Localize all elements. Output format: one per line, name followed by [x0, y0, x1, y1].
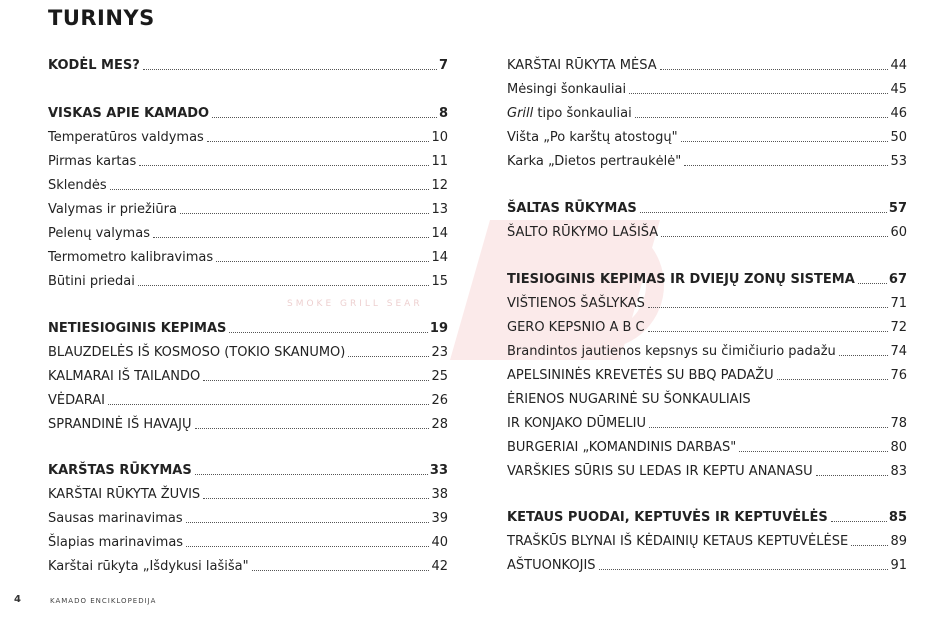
toc-entry: [48, 148, 448, 170]
toc-entry: [48, 363, 448, 385]
dot-leader: [599, 569, 889, 570]
toc-entry-title: IR KONJAKO DŪMELIU: [507, 416, 646, 431]
dot-leader: [139, 165, 429, 166]
toc-entry: [507, 434, 907, 456]
toc-entry-title: ĖRIENOS NUGARINĖ SU ŠONKAULIAIS: [507, 392, 751, 407]
toc-entry-title: KODĖL MES?: [48, 58, 140, 73]
toc-entry: [507, 410, 907, 432]
toc-entry: [507, 504, 907, 526]
toc-entry-page: 23: [431, 345, 448, 360]
dot-leader: [203, 498, 429, 499]
toc-entry: [507, 386, 907, 408]
toc-entry-title: Temperatūros valdymas: [48, 130, 204, 145]
toc-entry: [507, 266, 907, 288]
toc-entry-title: BURGERIAI „KOMANDINIS DARBAS": [507, 440, 737, 455]
toc-entry: [48, 411, 448, 433]
toc-entry: [507, 124, 907, 146]
dot-leader: [229, 332, 428, 333]
toc-entry-title: Pelenų valymas: [48, 226, 150, 241]
toc-entry: [507, 52, 907, 74]
toc-entry-title: NETIESIOGINIS KEPIMAS: [48, 321, 227, 336]
toc-entry-title: Valymas ir priežiūra: [48, 202, 177, 217]
page-title: TURINYS: [48, 6, 155, 30]
toc-entry-page: 38: [431, 487, 448, 502]
toc-entry: [507, 219, 907, 241]
toc-entry: [48, 457, 448, 479]
dot-leader: [681, 141, 889, 142]
dot-leader: [195, 428, 430, 429]
toc-entry-page: 45: [890, 82, 907, 97]
dot-leader: [180, 213, 429, 214]
toc-entry: [507, 338, 907, 360]
toc-entry-page: 39: [431, 511, 448, 526]
toc-entry: [48, 387, 448, 409]
toc-entry-title: Brandintos jautienos kepsnys su čimičiurio padažu: [507, 344, 836, 359]
toc-entry: [507, 528, 907, 550]
toc-entry: [48, 529, 448, 551]
watermark-tagline: SMOKE GRILL SEAR: [287, 299, 423, 309]
dot-leader: [195, 474, 428, 475]
footer-page-number: 4: [14, 594, 21, 605]
toc-entry-page: 12: [431, 178, 448, 193]
toc-entry-title: KARŠTAI RŪKYTA MĖSA: [507, 58, 657, 73]
toc-entry-page: 83: [890, 464, 907, 479]
toc-entry-title: TRAŠKŪS BLYNAI IŠ KĖDAINIŲ KETAUS KEPTUVĖLĖSE: [507, 534, 849, 549]
toc-entry-title: KARŠTAI RŪKYTA ŽUVIS: [48, 487, 201, 502]
dot-leader: [207, 141, 430, 142]
dot-leader: [216, 261, 429, 262]
toc-entry-title: Pirmas kartas: [48, 154, 137, 169]
toc-entry-page: 91: [890, 558, 907, 573]
toc-entry-title: KALMARAI IŠ TAILANDO: [48, 369, 201, 384]
dot-leader: [777, 379, 889, 380]
footer-running-title: KAMADO ENCIKLOPEDIJA: [50, 597, 157, 605]
toc-entry-page: 14: [431, 250, 448, 265]
dot-leader: [661, 236, 888, 237]
toc-entry: [48, 481, 448, 503]
toc-entry-page: 15: [431, 274, 448, 289]
toc-entry-page: 13: [431, 202, 448, 217]
toc-entry-page: 89: [890, 534, 907, 549]
toc-entry-page: 42: [431, 559, 448, 574]
toc-entry-page: 57: [888, 201, 907, 216]
toc-entry-page: 33: [429, 463, 448, 478]
dot-leader: [649, 427, 888, 428]
toc-entry-page: 74: [890, 344, 907, 359]
dot-leader: [648, 307, 889, 308]
toc-entry-page: 76: [890, 368, 907, 383]
toc-entry-page: 72: [890, 320, 907, 335]
dot-leader: [186, 546, 429, 547]
dot-leader: [640, 212, 887, 213]
dot-leader: [660, 69, 889, 70]
toc-entry-page: 46: [890, 106, 907, 121]
dot-leader: [110, 189, 430, 190]
dot-leader: [831, 521, 887, 522]
toc-entry-page: 28: [431, 417, 448, 432]
toc-entry-page: 50: [890, 130, 907, 145]
toc-entry: [48, 268, 448, 290]
toc-entry-title: VĖDARAI: [48, 393, 106, 408]
toc-entry: [507, 76, 907, 98]
dot-leader: [212, 117, 437, 118]
dot-leader: [348, 356, 429, 357]
toc-entry-page: 53: [890, 154, 907, 169]
toc-entry: [507, 290, 907, 312]
dot-leader: [108, 404, 429, 405]
toc-entry-page: 67: [888, 272, 907, 287]
toc-entry-title: ŠALTAS RŪKYMAS: [507, 201, 637, 216]
dot-leader: [252, 570, 430, 571]
toc-entry-page: 8: [438, 106, 448, 121]
toc-entry-title: [507, 106, 632, 122]
toc-entry-title: ŠALTO RŪKYMO LAŠIŠA: [507, 225, 659, 240]
toc-entry-page: 26: [431, 393, 448, 408]
toc-entry-page: 44: [890, 58, 907, 73]
toc-entry-title: VARŠKIES SŪRIS SU LEDAS IR KEPTU ANANASU: [507, 464, 813, 479]
toc-entry-title-rest: tipo šonkauliai: [533, 106, 632, 121]
toc-entry-page: 60: [890, 225, 907, 240]
toc-entry-title: Vištа „Po karštų atostogų": [507, 130, 678, 145]
toc-entry: [48, 505, 448, 527]
dot-leader: [858, 283, 887, 284]
toc-entry-title: GERO KEPSNIO A B C: [507, 320, 645, 335]
dot-leader: [816, 475, 889, 476]
dot-leader: [684, 165, 888, 166]
toc-entry-title: VIŠTIENOS ŠAŠLYKAS: [507, 296, 645, 311]
toc-entry-title: TIESIOGINIS KEPIMAS IR DVIEJŲ ZONŲ SISTEMA: [507, 272, 855, 287]
dot-leader: [203, 380, 429, 381]
dot-leader: [153, 237, 429, 238]
toc-entry-title: AŠTUONKOJIS: [507, 558, 596, 573]
dot-leader: [143, 69, 437, 70]
toc-entry: [507, 458, 907, 480]
dot-leader: [629, 93, 888, 94]
toc-entry: [48, 100, 448, 122]
toc-entry-page: 14: [431, 226, 448, 241]
toc-entry: [48, 172, 448, 194]
toc-entry-page: 40: [431, 535, 448, 550]
toc-entry: [507, 552, 907, 574]
toc-entry-page: 85: [888, 510, 907, 525]
toc-entry-title: KETAUS PUODAI, KEPTUVĖS IR KEPTUVĖLĖS: [507, 510, 828, 525]
toc-entry: [48, 244, 448, 266]
dot-leader: [635, 117, 889, 118]
toc-entry-page: 25: [431, 369, 448, 384]
toc-entry-title: Šlapias marinavimas: [48, 535, 184, 550]
toc-entry-title-italic: Grill: [507, 106, 534, 121]
toc-entry-title: Sklendės: [48, 178, 107, 193]
toc-entry: [507, 314, 907, 336]
toc-entry-title: APELSININĖS KREVETĖS SU BBQ PADAŽU: [507, 368, 774, 383]
toc-entry-page: 78: [890, 416, 907, 431]
toc-entry-title: Mėsingi šonkauliai: [507, 82, 627, 97]
toc-entry: [507, 148, 907, 170]
toc-entry-page: 71: [890, 296, 907, 311]
toc-entry-title: Karka „Dietos pertraukėlė": [507, 154, 682, 169]
dot-leader: [648, 331, 889, 332]
toc-entry-title: Būtini priedai: [48, 274, 135, 289]
toc-entry: [48, 339, 448, 361]
toc-entry-title: Termometro kalibravimas: [48, 250, 214, 265]
toc-entry: [48, 315, 448, 337]
toc-entry-page: 80: [890, 440, 907, 455]
toc-entry-page: 19: [429, 321, 448, 336]
toc-entry: [507, 100, 907, 122]
toc-entry: [48, 553, 448, 575]
toc-entry-title: SPRANDINĖ IŠ HAVAJŲ: [48, 417, 192, 432]
toc-entry: [48, 52, 448, 74]
toc-entry: [507, 362, 907, 384]
toc-entry-page: 7: [438, 58, 448, 73]
toc-entry-title: Karštai rūkyta „Išdykusi lašiša": [48, 559, 249, 574]
toc-entry: [48, 220, 448, 242]
toc-entry-page: 11: [431, 154, 448, 169]
dot-leader: [851, 545, 888, 546]
toc-entry: [48, 196, 448, 218]
dot-leader: [739, 451, 888, 452]
dot-leader: [839, 355, 889, 356]
toc-entry-title: Sausas marinavimas: [48, 511, 183, 526]
toc-entry: [48, 124, 448, 146]
toc-entry-page: 10: [431, 130, 448, 145]
dot-leader: [138, 285, 430, 286]
toc-entry-title: BLAUZDELĖS IŠ KOSMOSO (TOKIO SKANUMO): [48, 345, 346, 360]
toc-entry: [507, 195, 907, 217]
dot-leader: [186, 522, 430, 523]
toc-entry-title: VISKAS APIE KAMADO: [48, 106, 210, 121]
toc-entry-title: KARŠTAS RŪKYMAS: [48, 463, 192, 478]
